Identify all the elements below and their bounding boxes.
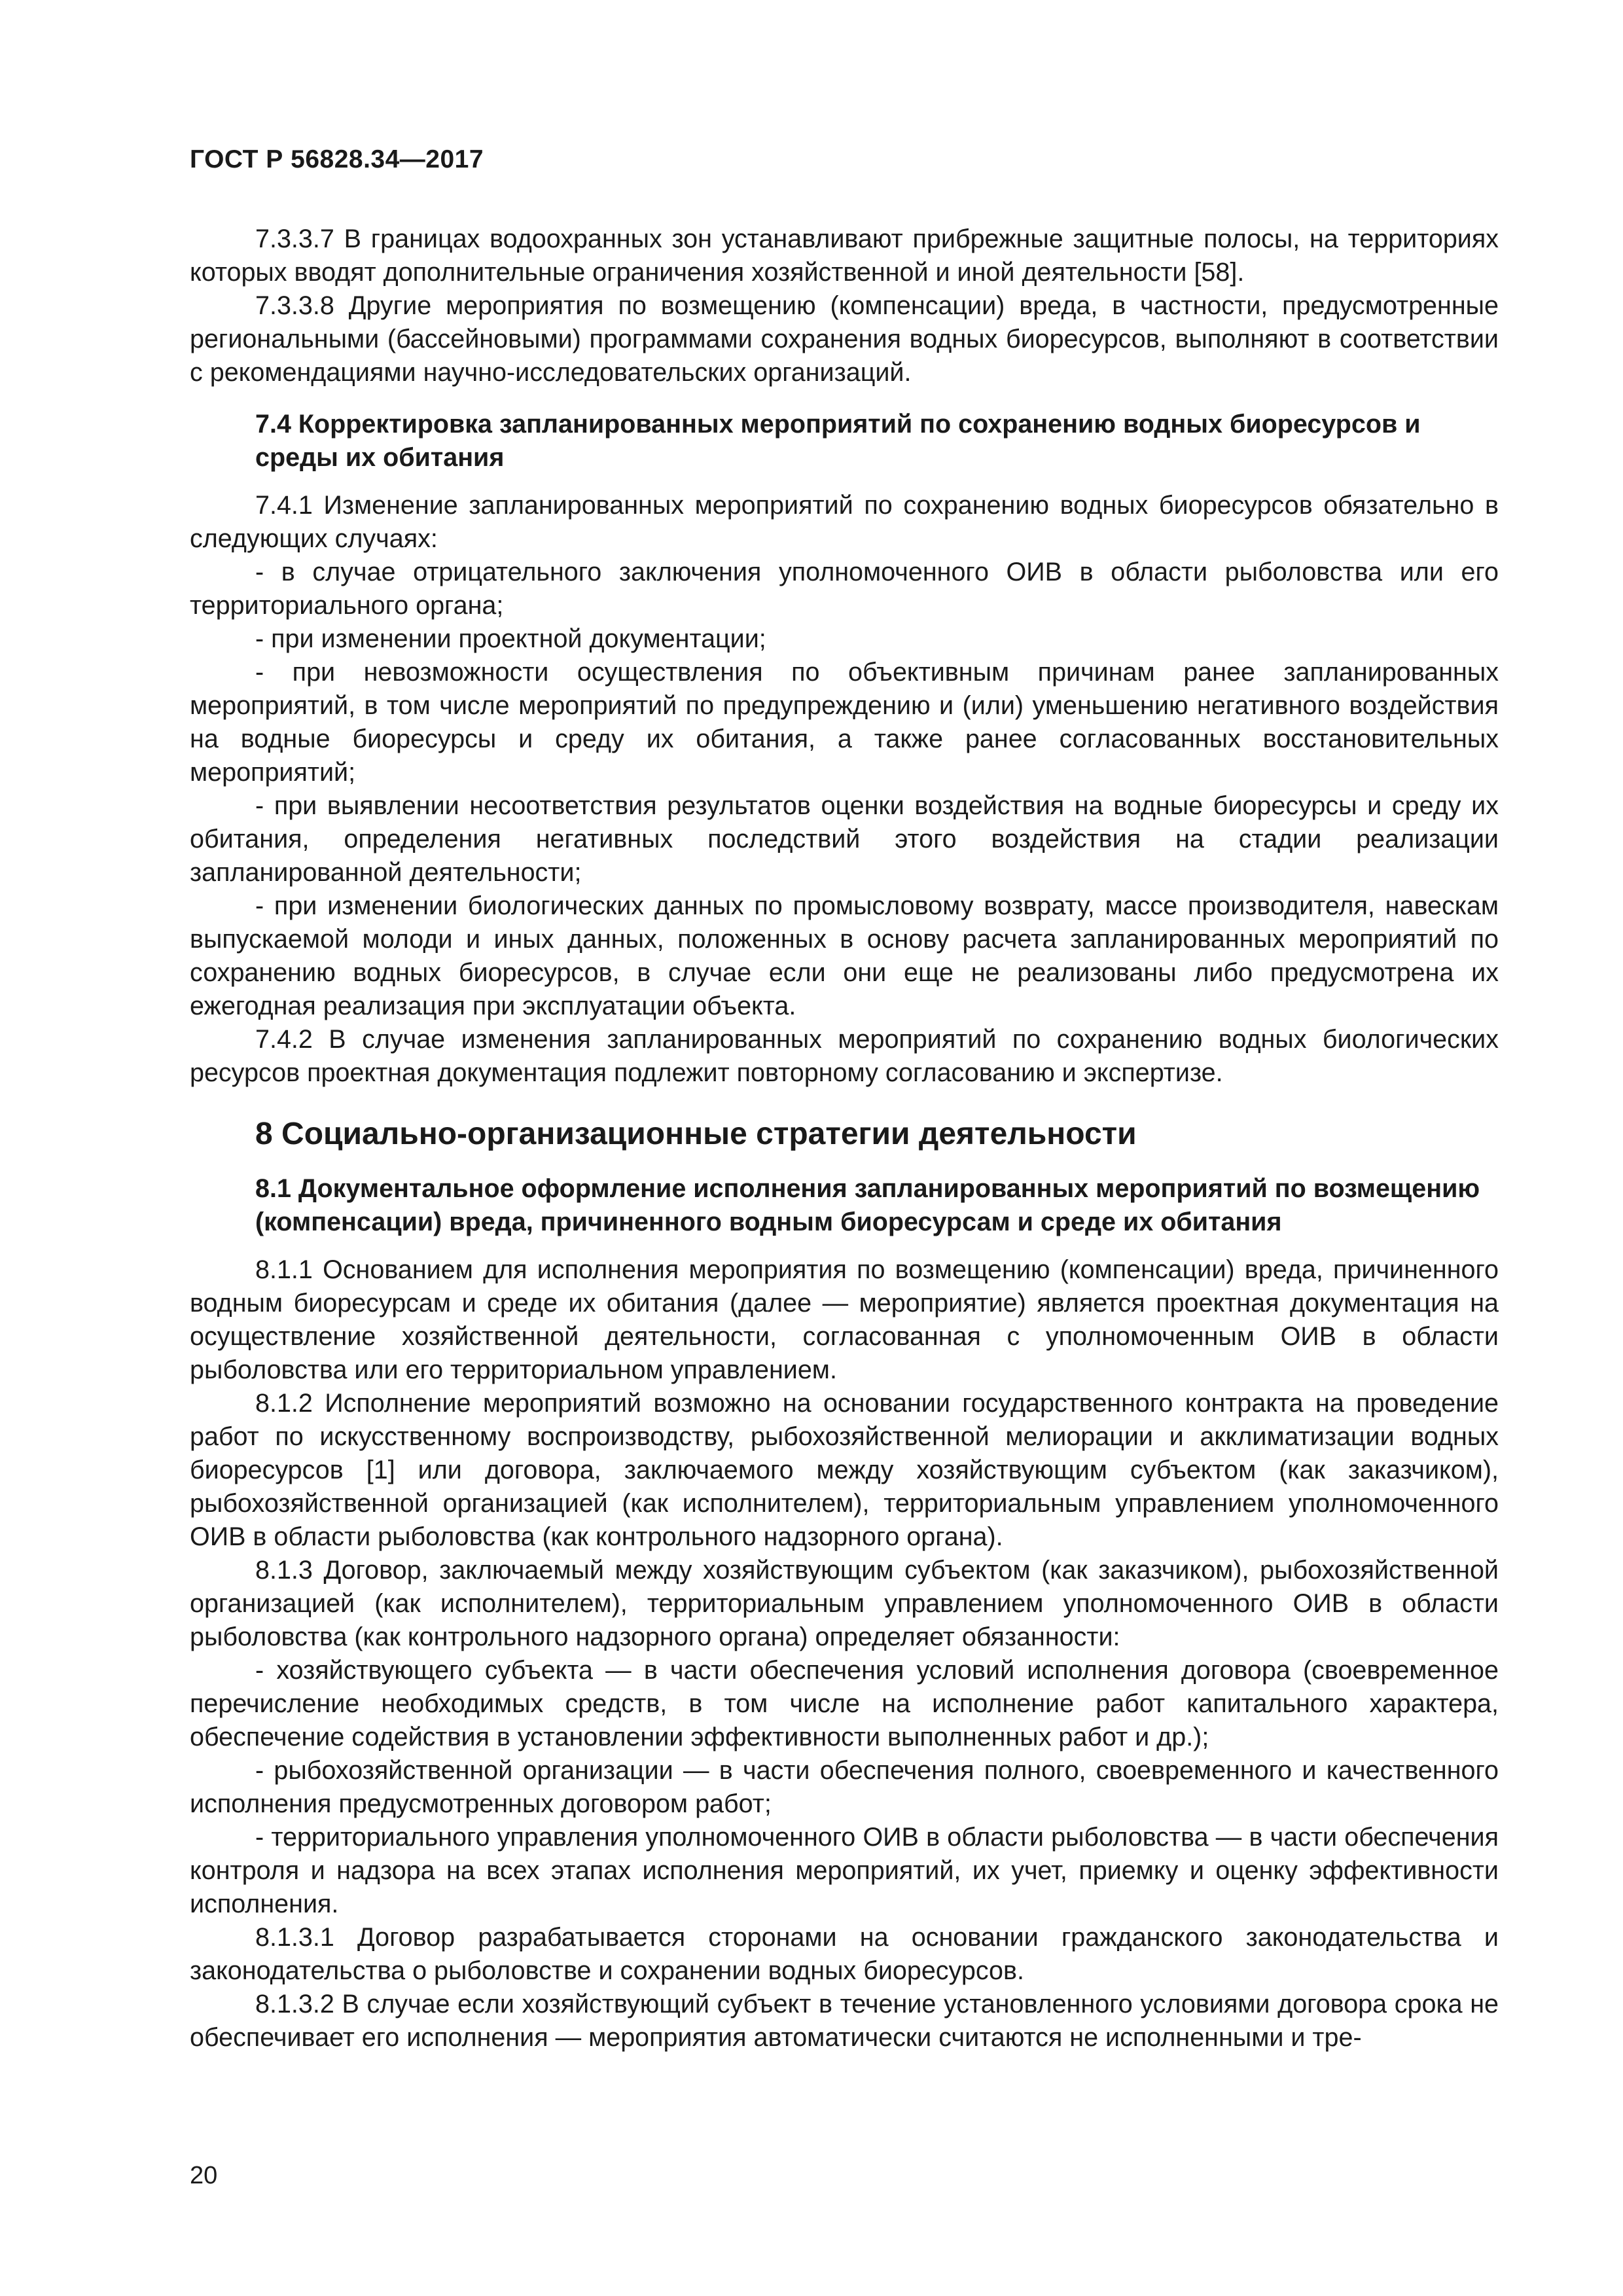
document-page bbox=[190, 0, 1499, 2296]
paragraph-8-1-3-2: 8.1.3.2 В случае если хозяйствующий субъект в течение установленного условиями договора срока не обеспечивает его исполнения — мероприятия автоматически считаются не исполненными и тре- bbox=[190, 1990, 1499, 2052]
list-item: - в случае отрицательного заключения уполномоченного ОИВ в области рыболовства или его территориального органа; bbox=[190, 558, 1499, 620]
section-heading-8: 8 Социально-организационные стратегии деятельности bbox=[255, 1117, 1137, 1151]
paragraph-8-1-2: 8.1.2 Исполнение мероприятий возможно на основании государственного контракта на проведение работ по искусственному воспроизводству, рыбохозяйственной мелиорации и акклиматизации водных биоресурсов [1] или договора, заключаемого между хозяйствующим субъектом (как заказчиком), рыбохозяйственной организацией (как исполнителем), территориальным управлением уполномоченного ОИВ в области рыболовства (как контрольного надзорного органа). bbox=[190, 1389, 1499, 1551]
document-body bbox=[190, 223, 1499, 2054]
subsection-heading-8-1: 8.1 Документальное оформление исполнения запланированных мероприятий по возмещению (компенсации) вреда, причиненного водным биоресурсам и среде их обитания bbox=[255, 1174, 1480, 1236]
paragraph-8-1-3: 8.1.3 Договор, заключаемый между хозяйствующим субъектом (как заказчиком), рыбохозяйственной организацией (как исполнителем), территориальным управлением уполномоченного ОИВ в области рыболовства (как контрольного надзорного органа) определяет обязанности: bbox=[190, 1556, 1499, 1651]
subsection-heading-7-4: 7.4 Корректировка запланированных мероприятий по сохранению водных биоресурсов и среды их обитания bbox=[255, 410, 1421, 472]
paragraph-8-1-3-1: 8.1.3.1 Договор разрабатывается сторонами на основании гражданского законодательства и законодательства о рыболовстве и сохранении водных биоресурсов. bbox=[190, 1923, 1499, 1985]
list-item: - при невозможности осуществления по объективным причинам ранее запланированных мероприятий, в том числе мероприятий по предупреждению и (или) уменьшению негативного воздействия на водные биоресурсы и среду их обитания, а также ранее согласованных восстановительных мероприятий; bbox=[190, 658, 1499, 787]
paragraph-7-4-2: 7.4.2 В случае изменения запланированных мероприятий по сохранению водных биологических ресурсов проектная документация подлежит повторному согласованию и экспертизе. bbox=[190, 1025, 1499, 1087]
list-item: - хозяйствующего субъекта — в части обеспечения условий исполнения договора (своевременное перечисление необходимых средств, в том числе на исполнение работ капитального характера, обеспечение содействия в установлении эффективности выполненных работ и др.); bbox=[190, 1656, 1499, 1751]
list-item: - при изменении проектной документации; bbox=[255, 624, 766, 653]
paragraph-8-1-1: 8.1.1 Основанием для исполнения мероприятия по возмещению (компенсации) вреда, причиненного водным биоресурсам и среде их обитания (далее — мероприятие) является проектная документация на осуществление хозяйственной деятельности, согласованная с уполномоченным ОИВ в области рыболовства или его территориальном управлением. bbox=[190, 1255, 1499, 1384]
paragraph-7-3-3-7: 7.3.3.7 В границах водоохранных зон устанавливают прибрежные защитные полосы, на территориях которых вводят дополнительные ограничения хозяйственной и иной деятельности [58]. bbox=[190, 224, 1499, 287]
list-item: - территориального управления уполномоченного ОИВ в области рыболовства — в части обеспечения контроля и надзора на всех этапах исполнения мероприятий, их учет, приемку и оценку эффективности исполнения. bbox=[190, 1823, 1499, 1918]
list-item: - при изменении биологических данных по промысловому возврату, массе производителя, навескам выпускаемой молоди и иных данных, положенных в основу расчета запланированных мероприятий по сохранению водных биоресурсов, в случае если они еще не реализованы либо предусмотрена их ежегодная реализация при эксплуатации объекта. bbox=[190, 891, 1499, 1020]
paragraph-7-4-1: 7.4.1 Изменение запланированных мероприятий по сохранению водных биоресурсов обязательно в следующих случаях: bbox=[190, 491, 1499, 553]
list-item: - рыбохозяйственной организации — в части обеспечения полного, своевременного и качественного исполнения предусмотренных договором работ; bbox=[190, 1756, 1499, 1818]
list-item: - при выявлении несоответствия результатов оценки воздействия на водные биоресурсы и среду их обитания, определения негативных последствий этого воздействия на стадии реализации запланированной деятельности; bbox=[190, 791, 1499, 887]
paragraph-7-3-3-8: 7.3.3.8 Другие мероприятия по возмещению (компенсации) вреда, в частности, предусмотренные региональными (бассейновыми) программами сохранения водных биоресурсов, выполняют в соответствии с рекомендациями научно-исследовательских организаций. bbox=[190, 291, 1499, 387]
page-number: 20 bbox=[190, 2162, 218, 2189]
document-code-header: ГОСТ Р 56828.34—2017 bbox=[190, 145, 484, 173]
